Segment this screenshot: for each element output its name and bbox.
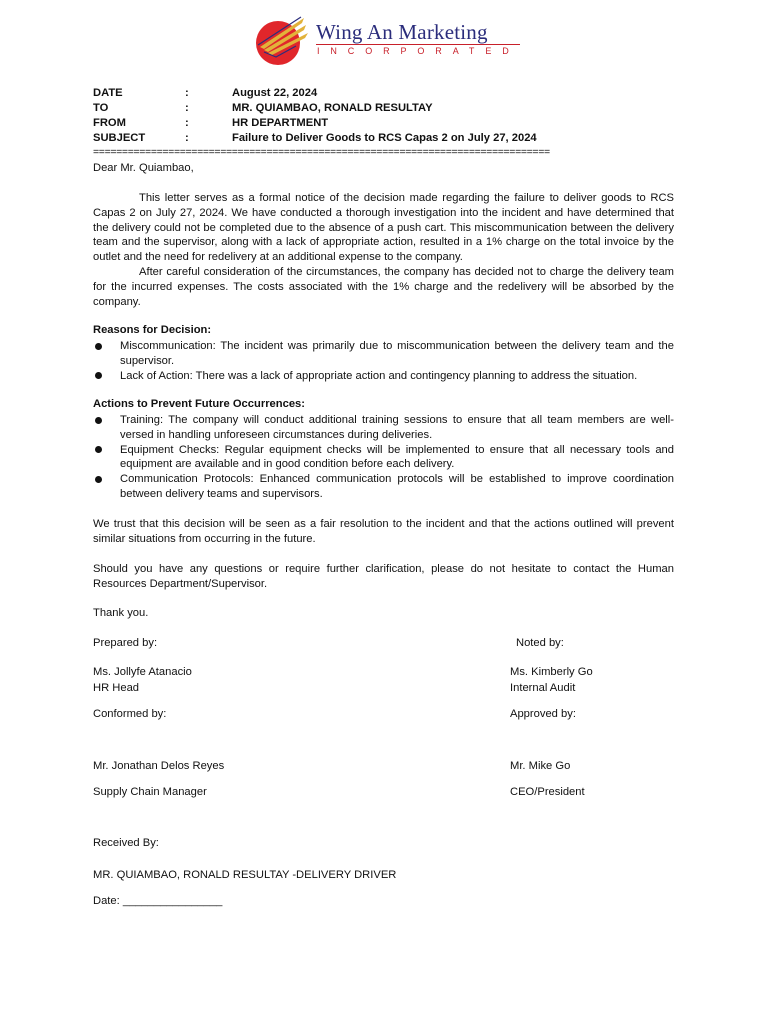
to-value: MR. QUIAMBAO, RONALD RESULTAY <box>232 102 433 114</box>
prepared-by-name: Ms. Jollyfe Atanacio <box>93 666 192 678</box>
colon: : <box>185 117 189 129</box>
date-value: August 22, 2024 <box>232 87 318 99</box>
colon: : <box>185 87 189 99</box>
noted-by-label: Noted by: <box>516 637 564 649</box>
company-subtitle: INCORPORATED <box>317 46 520 56</box>
subject-label: SUBJECT <box>93 132 146 144</box>
memo-row-to <box>93 102 683 117</box>
bullet-icon <box>95 417 102 424</box>
noted-by-name: Ms. Kimberly Go <box>510 666 593 678</box>
list-item <box>93 472 674 502</box>
bullet-icon <box>95 446 102 453</box>
reasons-heading: Reasons for Decision: <box>93 324 212 336</box>
colon: : <box>185 102 189 114</box>
company-logo <box>254 16 524 66</box>
date-label: DATE <box>93 87 123 99</box>
thank-you: Thank you. <box>93 607 149 619</box>
list-item <box>93 369 674 384</box>
memo-row-date <box>93 87 683 102</box>
reasons-list <box>93 339 674 383</box>
salutation: Dear Mr. Quiambao, <box>93 162 194 174</box>
to-label: TO <box>93 102 109 114</box>
reason-text: Miscommunication: The incident was primarily due to miscommunication between the delivery team and the supervisor. <box>120 340 674 367</box>
actions-list <box>93 413 674 502</box>
actions-heading: Actions to Prevent Future Occurrences: <box>93 398 305 410</box>
paragraph-trust: We trust that this decision will be seen as a fair resolution to the incident and that the actions outlined will prevent similar situations from occurring in the future. <box>93 518 674 545</box>
approved-by-name: Mr. Mike Go <box>510 760 571 772</box>
conformed-by-title: Supply Chain Manager <box>93 786 207 798</box>
wing-emblem-icon <box>254 16 314 66</box>
company-name: Wing An Marketing <box>316 20 488 44</box>
memo-row-subject <box>93 132 683 147</box>
approved-by-label: Approved by: <box>510 708 576 720</box>
list-item <box>93 413 674 443</box>
reason-text: Lack of Action: There was a lack of appropriate action and contingency planning to address the situation. <box>120 369 638 382</box>
body-paragraphs <box>93 191 674 309</box>
memo-row-from <box>93 117 683 132</box>
colon: : <box>185 132 189 144</box>
conformed-by-label: Conformed by: <box>93 708 167 720</box>
action-text: Communication Protocols: Enhanced communication protocols will be established to improve coordination between delivery teams and supervisors. <box>120 473 674 500</box>
list-item <box>93 339 674 369</box>
subject-value: Failure to Deliver Goods to RCS Capas 2 on July 27, 2024 <box>232 132 537 144</box>
from-label: FROM <box>93 117 126 129</box>
paragraph-decision: After careful consideration of the circumstances, the company has decided not to charge the delivery team for the incurred expenses. The costs associated with the 1% charge and the redelivery will be absorbed by the company. <box>93 265 674 308</box>
received-date-line: Date: ________________ <box>93 895 223 907</box>
header-separator: =============================================================================== <box>93 146 550 158</box>
memo-header <box>93 87 683 147</box>
action-text: Equipment Checks: Regular equipment checks will be implemented to ensure that all necessary tools and equipment are available and in good condition before each delivery. <box>120 443 674 471</box>
received-by-label: Received By: <box>93 837 159 849</box>
noted-by-title: Internal Audit <box>510 682 576 694</box>
logo-divider <box>316 44 520 45</box>
received-by-name: MR. QUIAMBAO, RONALD RESULTAY -DELIVERY DRIVER <box>93 869 397 881</box>
bullet-icon <box>95 476 102 483</box>
paragraph-contact: Should you have any questions or require further clarification, please do not hesitate to contact the Human Resources Department/Supervisor. <box>93 563 674 590</box>
bullet-icon <box>95 343 102 350</box>
bullet-icon <box>95 372 102 379</box>
paragraph-notice: This letter serves as a formal notice of the decision made regarding the failure to deliver goods to RCS Capas 2 on July 27, 2024. We have conducted a thorough investigation into the incident and have determined that the delivery could not be completed due to the absence of a push cart. This miscommunication between the delivery team and the supervisor, along with a lack of appropriate action, resulted in a 1% charge on the total invoice by the outlet and the need for redelivery at an additional expense to the company. <box>93 192 674 264</box>
prepared-by-title: HR Head <box>93 682 140 694</box>
approved-by-title: CEO/President <box>510 786 585 798</box>
list-item <box>93 443 674 473</box>
from-value: HR DEPARTMENT <box>232 117 329 129</box>
conformed-by-name: Mr. Jonathan Delos Reyes <box>93 760 225 772</box>
action-text: Training: The company will conduct additional training sessions to ensure that all team members are well-versed in handling unforeseen circumstances during deliveries. <box>120 414 674 441</box>
prepared-by-label: Prepared by: <box>93 637 158 649</box>
